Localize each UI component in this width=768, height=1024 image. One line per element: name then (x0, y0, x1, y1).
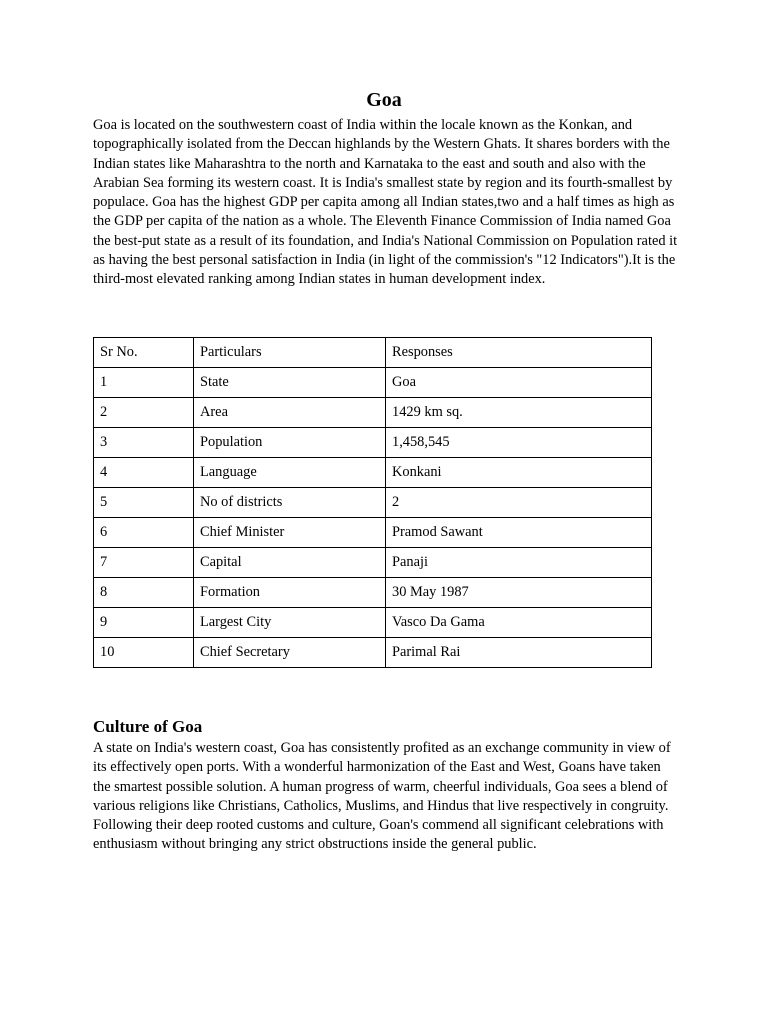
cell-particular: Largest City (194, 608, 386, 638)
cell-particular: Capital (194, 548, 386, 578)
culture-paragraph: A state on India's western coast, Goa has consistently profited as an exchange community in view of its effectively open ports. With a wonderful harmonization of the East and West, Goans have taken the smartest possible solution. A human progress of warm, cheerful individuals, Goa sees a blend of various religions like Christians, Catholics, Muslims, and Hindus that live respectively in congruity. Following their deep rooted customs and culture, Goan's commend all significant celebrations with enthusiasm without bringing any strict obstructions inside the general public. (93, 740, 671, 853)
cell-particular: No of districts (194, 488, 386, 518)
facts-table (93, 337, 652, 668)
culture-heading: Culture of Goa (93, 717, 203, 736)
cell-particular: State (194, 368, 386, 398)
cell-particular: Chief Secretary (194, 638, 386, 668)
cell-particular: Area (194, 398, 386, 428)
cell-particular: Population (194, 428, 386, 458)
cell-particular: Chief Minister (194, 518, 386, 548)
cell-sr-no: 5 (94, 488, 194, 518)
cell-sr-no: 9 (94, 608, 194, 638)
cell-particular: Formation (194, 578, 386, 608)
cell-response: 1,458,545 (386, 428, 652, 458)
cell-response: Pramod Sawant (386, 518, 652, 548)
table-row (94, 638, 652, 668)
cell-sr-no: 8 (94, 578, 194, 608)
cell-response: 30 May 1987 (386, 578, 652, 608)
cell-sr-no: 2 (94, 398, 194, 428)
table-row (94, 548, 652, 578)
table-header-row (94, 338, 652, 368)
cell-response: Konkani (386, 458, 652, 488)
table-row (94, 578, 652, 608)
cell-response: 2 (386, 488, 652, 518)
cell-sr-no: 7 (94, 548, 194, 578)
cell-particular: Language (194, 458, 386, 488)
table-row (94, 398, 652, 428)
table-row (94, 608, 652, 638)
header-sr-no: Sr No. (94, 338, 194, 368)
cell-response: Vasco Da Gama (386, 608, 652, 638)
cell-sr-no: 3 (94, 428, 194, 458)
table-row (94, 458, 652, 488)
intro-paragraph: Goa is located on the southwestern coast of India within the locale known as the Konkan, and topographically isolated from the Deccan highlands by the Western Ghats. It shares borders with the Indian states like Maharashtra to the north and Karnataka to the east and south and also with the Arabian Sea forming its western coast. It is India's smallest state by region and its fourth-smallest by populace. Goa has the highest GDP per capita among all Indian states,two and a half times as high as the GDP per capita of the nation as a whole. The Eleventh Finance Commission of India named Goa the best-put state as a result of its foundation, and India's National Commission on Population rated it as having the best personal satisfaction in India (in light of the commission's "12 Indicators").It is the third-most elevated ranking among Indian states in human development index. (93, 117, 678, 288)
cell-response: Goa (386, 368, 652, 398)
cell-sr-no: 4 (94, 458, 194, 488)
cell-sr-no: 6 (94, 518, 194, 548)
table-row (94, 518, 652, 548)
table-row (94, 368, 652, 398)
cell-response: Panaji (386, 548, 652, 578)
header-particulars: Particulars (194, 338, 386, 368)
cell-response: 1429 km sq. (386, 398, 652, 428)
cell-sr-no: 1 (94, 368, 194, 398)
cell-response: Parimal Rai (386, 638, 652, 668)
table-row (94, 428, 652, 458)
table-row (94, 488, 652, 518)
page-title: Goa (366, 89, 402, 111)
cell-sr-no: 10 (94, 638, 194, 668)
header-responses: Responses (386, 338, 652, 368)
